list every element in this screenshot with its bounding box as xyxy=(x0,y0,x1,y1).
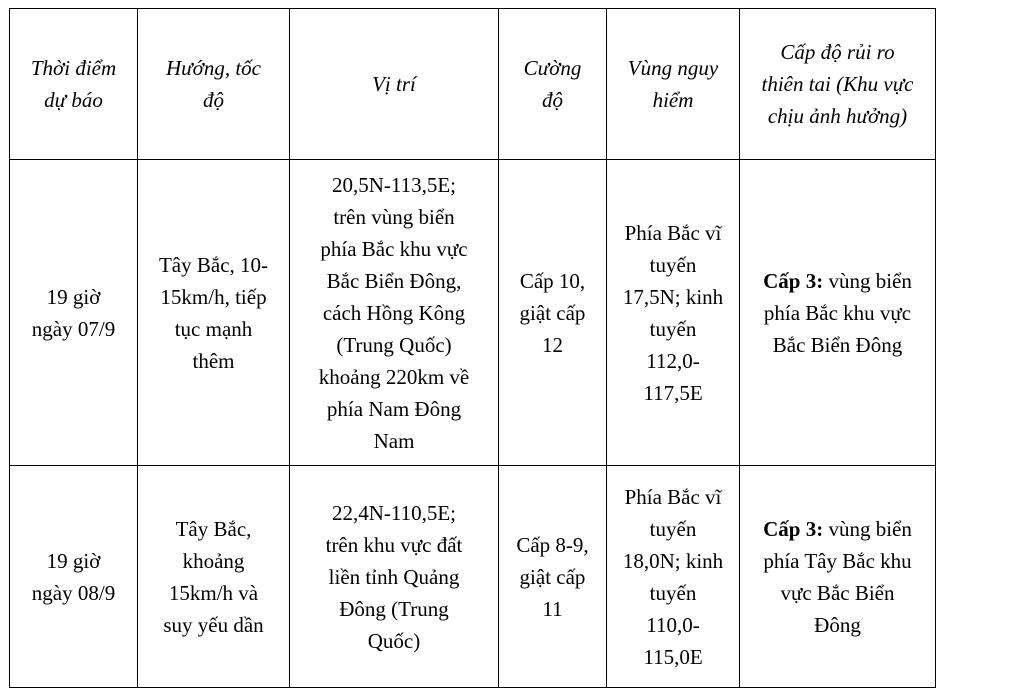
cell-intensity: Cấp 10, giật cấp 12 xyxy=(499,160,607,466)
risk-level-label: Cấp 3: xyxy=(763,268,824,293)
risk-level-label: Cấp 3: xyxy=(763,516,824,541)
header-forecast-time: Thời điểm dự báo xyxy=(10,9,138,160)
cell-position: 20,5N-113,5E; trên vùng biển phía Bắc khu vực Bắc Biển Đông, cách Hồng Kông (Trung Quốc) khoảng 220km về phía Nam Đông Nam xyxy=(290,160,499,466)
header-risk-level: Cấp độ rủi ro thiên tai (Khu vực chịu ảnh hưởng) xyxy=(740,9,936,160)
header-direction-speed: Hướng, tốc độ xyxy=(138,9,290,160)
cell-danger-zone: Phía Bắc vĩ tuyến 17,5N; kinh tuyến 112,0- 117,5E xyxy=(607,160,740,466)
risk-area-text: vùng biển phía Bắc khu vực Bắc Biển Đông xyxy=(763,268,912,357)
cell-direction-speed: Tây Bắc, 10- 15km/h, tiếp tục mạnh thêm xyxy=(138,160,290,466)
cell-danger-zone: Phía Bắc vĩ tuyến 18,0N; kinh tuyến 110,0- 115,0E xyxy=(607,466,740,688)
forecast-table xyxy=(9,8,936,688)
cell-position: 22,4N-110,5E; trên khu vực đất liền tỉnh Quảng Đông (Trung Quốc) xyxy=(290,466,499,688)
cell-risk-level xyxy=(740,160,936,466)
cell-direction-speed: Tây Bắc, khoảng 15km/h và suy yếu dần xyxy=(138,466,290,688)
cell-intensity: Cấp 8-9, giật cấp 11 xyxy=(499,466,607,688)
table-row xyxy=(10,466,936,688)
header-danger-zone: Vùng nguy hiểm xyxy=(607,9,740,160)
header-intensity: Cường độ xyxy=(499,9,607,160)
header-position: Vị trí xyxy=(290,9,499,160)
header-row xyxy=(10,9,936,160)
cell-forecast-time: 19 giờ ngày 08/9 xyxy=(10,466,138,688)
cell-forecast-time: 19 giờ ngày 07/9 xyxy=(10,160,138,466)
risk-area-text: vùng biển phía Tây Bắc khu vực Bắc Biển Đông xyxy=(763,516,912,637)
cell-risk-level xyxy=(740,466,936,688)
table-row xyxy=(10,160,936,466)
